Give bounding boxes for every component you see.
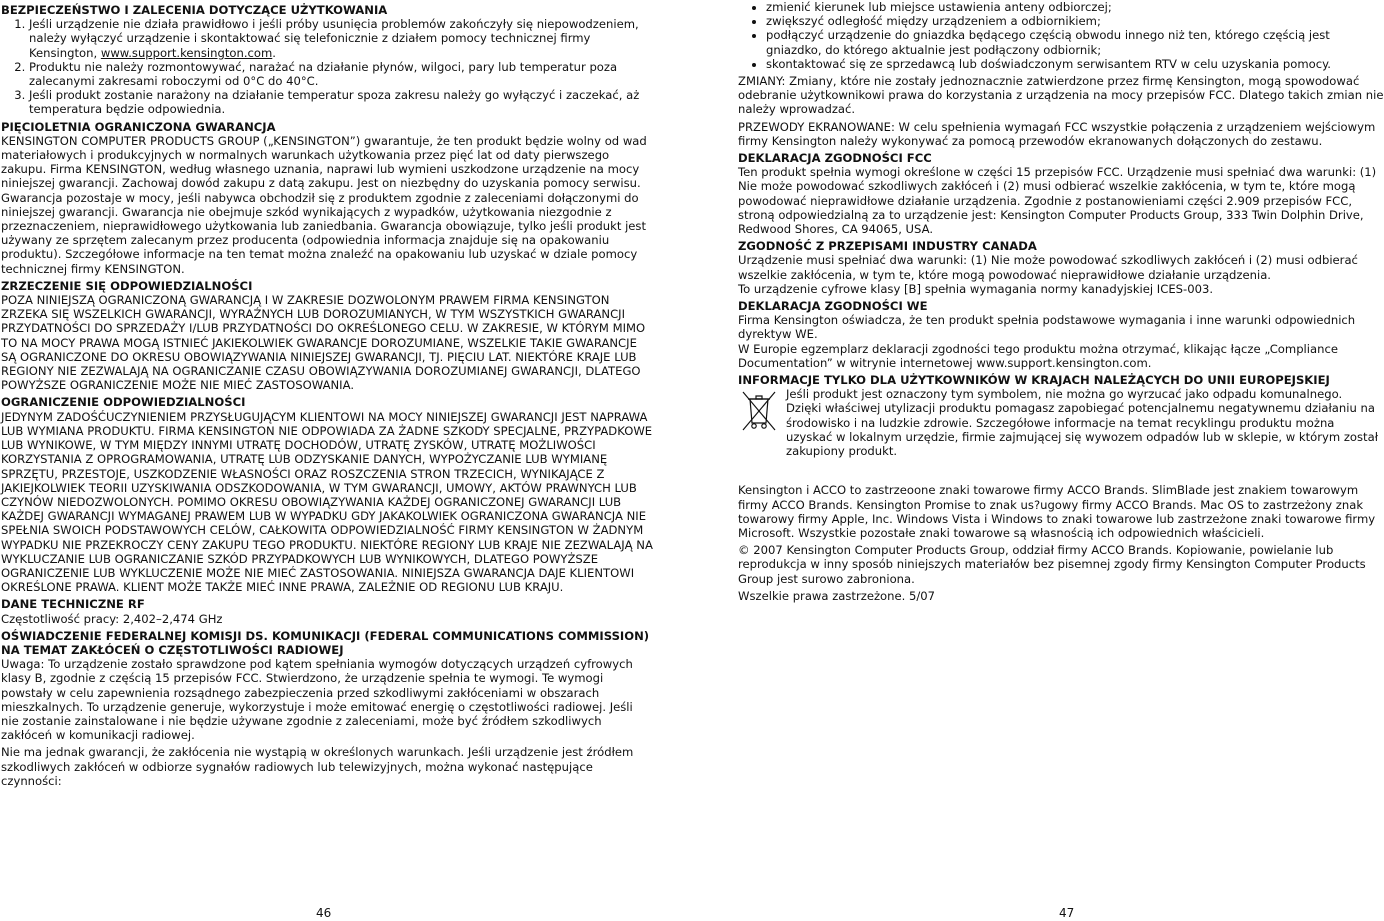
- fcc-heading: OŚWIADCZENIE FEDERALNEJ KOMISJI DS. KOMUNIKACJI (FEDERAL COMMUNICATIONS COMMISSION) NA TEMAT ZAKŁÓCEŃ O CZĘSTOTLIWOŚCI RADIOWEJ: [1, 628, 650, 657]
- support-link[interactable]: www.support.kensington.com: [100, 45, 273, 60]
- warranty-text: KENSINGTON COMPUTER PRODUCTS GROUP („KENSINGTON”) gwarantuje, że ten produkt będzie wolny od wad materiałowych i produkcyjnych w normalnych warunkach użytkowania przez pięć lat od daty pierwszego zakupu. Firma KENSINGTON, według własnego uznania, naprawi lub wymieni uszkodzone urządzenie na mocy niniejszej gwarancji. Zachowaj dowód zakupu z datą zakupu. Jest on niezbędny do uzyskania pomocy serwisu. Gwarancja pozostaje w mocy, jeśli nabywca obchodził się z produktem zgodnie z zaleceniami dołączonymi do niniejszej gwarancji. Gwarancja nie obejmuje szkód wynikających z wypadków, użytkowania niezgodnie z przeznaczeniem, nieprawidłowego użytkowania lub zaniedbania. Gwarancja obowiązuje, tylko jeśli produkt jest używany ze sprzętem zalecanym przez producenta (odpowiednia informacja znajduje się na opakowaniu produktu). Szczegółowe informacje na ten temat można znaleźć na opakowaniu lub uzyskać w dziale pomocy technicznej firmy KENSINGTON.: [1, 133, 647, 276]
- fcc-text-2: Nie ma jednak gwarancji, że zakłócenia nie wystąpią w określonych warunkach. Jeśli urządzenie jest źródłem szkodliwych zakłóceń w odbiorze sygnałów radiowych lub telewizyjnych, można wykonać następujące czynności:: [1, 745, 634, 788]
- canada-text-1: Urządzenie musi spełniać dwa warunki: (1) Nie może powodować szkodliwych zakłóceń i (2) musi odbierać wszelkie zakłócenia, w tym te, które mogą powodować nieprawidłowe działanie urządzenia.: [738, 253, 1358, 282]
- safety-list: [1, 17, 653, 116]
- rights-text: Wszelkie prawa zastrzeżone. 5/07: [738, 588, 936, 603]
- page-number-right: 47: [1059, 906, 1075, 920]
- safety-item: 1. Jeśli urządzenie nie działa prawidłowo i jeśli próby usunięcia problemów zakończyły się niepowodzeniem, należy wyłączyć urządzenie i skontaktować się telefonicznie z działem pomocy technicznej firmy Kensington, www.support.kensington.com.: [29, 17, 653, 60]
- eu-heading: INFORMACJE TYLKO DLA UŻYTKOWNIKÓW W KRAJACH NALEŻĄCYCH DO UNII EUROPEJSKIEJ: [738, 373, 1330, 388]
- weee-text-1: Jeśli produkt jest oznaczony tym symbolem, nie można go wyrzucać jako odpadu komunalnego.: [786, 387, 1343, 402]
- liability-heading: OGRANICZENIE ODPOWIEDZIALNOŚCI: [1, 395, 246, 410]
- trademarks-text: Kensington i ACCO to zastrzeoone znaki towarowe firmy ACCO Brands. SlimBlade jest znakiem towarowym firmy ACCO Brands. Kensington Promise to znak us?ugowy firmy ACCO Brands. Mac OS to zastrzeżony znak towarowy firmy Apple, Inc. Windows Vista i Windows to znaki towarowe lub zastrzeżone znaki towarowe firmy Microsoft. Wszystkie pozostałe znaki towarowe są własnością ich odpowiednich właścicieli.: [738, 483, 1376, 540]
- canada-text-2: To urządzenie cyfrowe klasy [B] spełnia wymagania normy kanadyjskiej ICES-003.: [738, 281, 1214, 296]
- crossed-out-wheelie-bin-icon: [738, 387, 780, 435]
- warranty-heading: PIĘCIOLETNIA OGRANICZONA GWARANCJA: [1, 119, 276, 134]
- liability-text: JEDYNYM ZADOŚĆUCZYNIENIEM PRZYSŁUGUJĄCYM KLIENTOWI NA MOCY NINIEJSZEJ GWARANCJI JEST NAPRAWA LUB WYMIANA PRODUKTU. FIRMA KENSINGTON NIE ODPOWIADA ZA ŻADNE SZKODY SPECJALNE, PRZYPADKOWE LUB WYNIKOWE, W TYM MIĘDZY INNYMI UTRATĘ DOCHODÓW, UTRATĘ ZYSKÓW, UTRATĘ MOŻLIWOŚCI KORZYSTANIA Z OPROGRAMOWANIA, UTRATĘ LUB ODZYSKANIE DANYCH, WYPOŻYCZANIE LUB WYMIANĘ SPRZĘTU, PRZESTOJE, USZKODZENIE WŁASNOŚCI ORAZ ROSZCZENIA STRON TRZECICH, WYNIKAJĄCE Z JAKIEJKOLWIEK TEORII UZYSKIWANIA ODSZKODOWANIA, W TYM GWARANCJI, UMOWY, AKTÓW PRAWNYCH LUB CZYNÓW NIEDOZWOLONYCH. POMIMO OKRESU OBOWIĄZYWANIA KAŻDEJ OGRANICZONEJ GWARANCJI LUB KAŻDEJ GWARANCJI WYMAGANEJ PRAWEM LUB W WYPADKU GDY JAKAKOLWIEK OGRANICZONA GWARANCJA NIE SPEŁNIA SWOICH PODSTAWOWYCH CELÓW, CAŁKOWITA ODPOWIEDZIALNOŚĆ FIRMY KENSINGTON W ŻADNYM WYPADKU NIE PRZEKROCZY CENY ZAKUPU TEGO PRODUKTU. NIEKTÓRE REGIONY LUB KRAJE NIE ZEZWALAJĄ NA WYKLUCZANIE LUB OGRANICZANIE SZKÓD PRZYPADKOWYCH LUB WYNIKOWYCH, DLATEGO POWYŻSZE OGRANICZENIE LUB WYKLUCZENIE MOŻE NIE MIEĆ ZASTOSOWANIA. NINIEJSZA GWARANCJA DAJE KLIENTOWI OKREŚLONE PRAWA. KLIENT MOŻE TAKŻE MIEĆ INNE PRAWA, ZALEŻNIE OD REGIONU LUB KRAJU.: [1, 409, 653, 595]
- spacer: [738, 461, 1384, 483]
- fcc-declaration-heading: DEKLARACJA ZGODNOŚCI FCC: [738, 151, 932, 166]
- list-item: • zwiększyć odległość między urządzeniem a odbiornikiem;: [766, 14, 1384, 28]
- right-page: [738, 0, 1384, 606]
- weee-text-2: Dzięki właściwej utylizacji produktu pomagasz zapobiegać potencjalnemu negatywnemu działaniu na środowisko i na ludzkie zdrowie. Szczegółowe informacje na temat recyklingu produktu można uzyskać w lokalnym urzędzie, firmie zajmującej się wywozem odpadów lub w sklepie, w którym został zakupiony produkt.: [786, 401, 1379, 459]
- list-item: • skontaktować się ze sprzedawcą lub doświadczonym serwisantem RTV w celu uzyskania pomocy.: [766, 57, 1384, 71]
- weee-text: [786, 387, 1384, 458]
- fcc-text-1: Uwaga: To urządzenie zostało sprawdzone pod kątem spełniania wymogów dotyczących urządzeń cyfrowych klasy B, zgodnie z częścią 15 przepisów FCC. Stwierdzono, że urządzenie spełnia te wymogi. Te wymogi powstały w celu zapewnienia rozsądnego zabezpieczenia przed szkodliwymi zakłóceniami w obszarach mieszkalnych. To urządzenie generuje, wykorzystuje i może emitować energię o częstotliwości radiowej. Jeśli nie zostanie zainstalowane i nie będzie używane zgodnie z zaleceniami, może być źródłem szkodliwych zakłóceń w komunikacji radiowej.: [1, 657, 633, 743]
- safety-item: 3. Jeśli produkt zostanie narażony na działanie temperatur spoza zakresu należy go wyłączyć i zaczekać, aż temperatura będzie odpowiednia.: [29, 88, 653, 116]
- changes-text: ZMIANY: Zmiany, które nie zostały jednoznacznie zatwierdzone przez firmę Kensington, mogą spowodować odebranie użytkownikowi prawa do korzystania z urządzenia na mocy przepisów FCC. Dlatego takich zmian nie należy wprowadzać.: [738, 74, 1384, 117]
- copyright-text: © 2007 Kensington Computer Products Group, oddział firmy ACCO Brands. Kopiowanie, powielanie lub reprodukcja w inny sposób niniejszych materiałów bez pisemnej zgody firmy Kensington Computer Products Group jest surowo zabroniona.: [738, 543, 1366, 586]
- shielded-cables-text: PRZEWODY EKRANOWANE: W celu spełnienia wymagań FCC wszystkie połączenia z urządzeniem wejściowym firmy Kensington należy wykonywać za pomocą przewodów ekranowanych dołączonych do zestawu.: [738, 119, 1376, 148]
- weee-block: [738, 387, 1384, 458]
- disclaimer-text: POZA NINIEJSZĄ OGRANICZONĄ GWARANCJĄ I W ZAKRESIE DOZWOLONYM PRAWEM FIRMA KENSINGTON ZRZEKA SIĘ WSZELKICH GWARANCJI, WYRAŹNYCH LUB DOROZUMIANYCH, W TYM WSZYSTKICH GWARANCJI PRZYDATNOŚCI DO SPRZEDAŻY I/LUB PRZYDATNOŚCI DO OKREŚLONEGO CELU. W ZAKRESIE, W KTÓRYM MIMO TO NA MOCY PRAWA MOGĄ ISTNIEĆ JAKIEKOLWIEK GWARANCJE DOROZUMIANE, WSZELKIE TAKIE GWARANCJE SĄ OGRANICZONE DO OKRESU OBOWIĄZYWANIA NINIEJSZEJ GWARANCJI, TJ. PIĘCIU LAT. NIEKTÓRE KRAJE LUB REGIONY NIE ZEZWALAJĄ NA OGRANICZANIE CZASU OBOWIĄZYWANIA DOROZUMIANEJ GWARANCJI, DLATEGO POWYŻSZE OGRANICZENIE MOŻE NIE MIEĆ ZASTOSOWANIA.: [1, 293, 646, 393]
- list-item: • zmienić kierunek lub miejsce ustawienia anteny odbiorczej;: [766, 0, 1384, 14]
- we-text-1: Firma Kensington oświadcza, że ten produkt spełnia podstawowe wymagania i inne warunki odpowiednich dyrektyw WE.: [738, 313, 1356, 342]
- rf-text: Częstotliwość pracy: 2,402–2,474 GHz: [1, 611, 223, 626]
- left-page: [1, 0, 653, 791]
- fcc-declaration-text: Ten produkt spełnia wymogi określone w części 15 przepisów FCC. Urządzenie musi spełniać dwa warunki: (1) Nie może powodować szkodliwych zakłóceń i (2) musi odbierać wszelkie zakłócenia, w tym te, które mogą powodować nieprawidłowe działanie urządzenia. Zgodnie z postanowieniami części 2.909 przepisów FCC, stroną odpowiedzialną za to urządzenie jest: Kensington Computer Products Group, 333 Twin Dolphin Drive, Redwood Shores, CA 94065, USA.: [738, 165, 1377, 237]
- safety-item: 2. Produktu nie należy rozmontowywać, narażać na działanie płynów, wilgoci, pary lub temperatur poza zalecanymi zakresami roboczymi od 0°C do 40°C.: [29, 60, 653, 88]
- we-text-2: W Europie egzemplarz deklaracji zgodności tego produktu można otrzymać, klikając łącze „Compliance Documentation” w witrynie internetowej www.support.kensington.com.: [738, 341, 1338, 370]
- disclaimer-heading: ZRZECZENIE SIĘ ODPOWIEDZIALNOŚCI: [1, 278, 253, 293]
- page-number-left: 46: [316, 906, 332, 920]
- we-heading: DEKLARACJA ZGODNOŚCI WE: [738, 299, 928, 314]
- interference-remedies-list: [738, 0, 1384, 71]
- list-item: • podłączyć urządzenie do gniazdka będącego częścią obwodu innego niż ten, którego częścią jest gniazdko, do którego aktualnie jest podłączony odbiornik;: [766, 28, 1384, 56]
- safety-heading: BEZPIECZEŃSTWO I ZALECENIA DOTYCZĄCE UŻYTKOWANIA: [1, 3, 388, 17]
- rf-heading: DANE TECHNICZNE RF: [1, 597, 145, 612]
- canada-heading: ZGODNOŚĆ Z PRZEPISAMI INDUSTRY CANADA: [738, 239, 1037, 254]
